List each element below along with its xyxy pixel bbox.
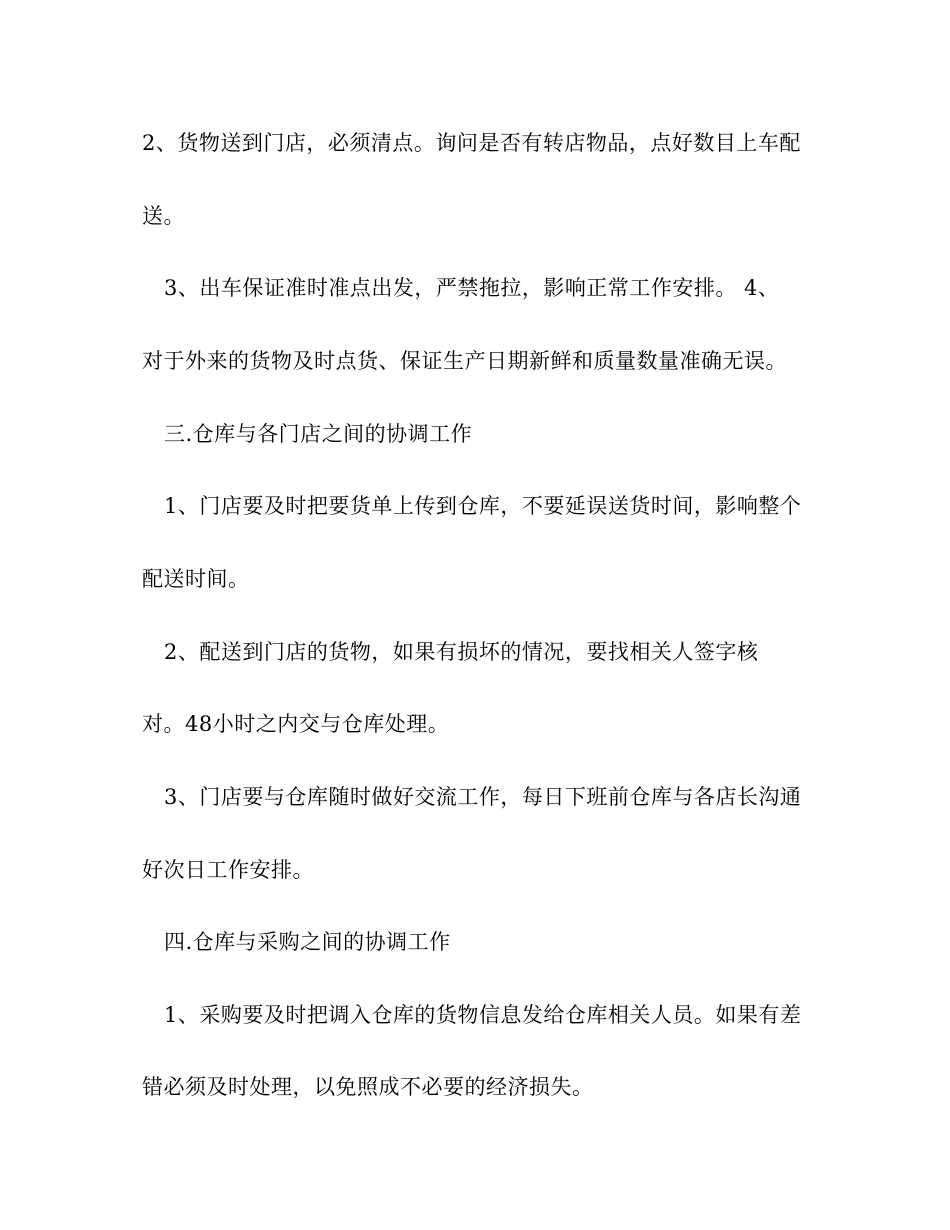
paragraph-line: 1、采购要及时把调入仓库的货物信息发给仓库相关人员。如果有差 xyxy=(164,1003,802,1027)
paragraph-line: 2、配送到门店的货物，如果有损坏的情况，要找相关人签字核 xyxy=(164,640,759,664)
paragraph-line: 对于外来的货物及时点货、保证生产日期新鲜和质量数量准确无误。 xyxy=(142,349,787,373)
paragraph-line: 3、门店要与仓库随时做好交流工作，每日下班前仓库与各店长沟通 xyxy=(164,785,802,809)
paragraph-line: 1、门店要及时把要货单上传到仓库，不要延误送货时间，影响整个 xyxy=(164,494,802,518)
section-heading: 四.仓库与采购之间的协调工作 xyxy=(164,930,451,954)
paragraph-line: 错必须及时处理，以免照成不必要的经济损失。 xyxy=(142,1075,594,1099)
paragraph-line: 对。48小时之内交与仓库处理。 xyxy=(142,712,450,736)
paragraph-line: 好次日工作安排。 xyxy=(142,858,314,882)
section-heading: 三.仓库与各门店之间的协调工作 xyxy=(164,422,473,446)
paragraph-line: 3、出车保证准时准点出发，严禁拖拉，影响正常工作安排。 4、 xyxy=(164,276,780,300)
paragraph-line: 2、货物送到门店，必须清点。询问是否有转店物品，点好数目上车配 xyxy=(142,131,801,155)
paragraph-line: 配送时间。 xyxy=(142,567,250,591)
paragraph-line: 送。 xyxy=(142,204,185,228)
